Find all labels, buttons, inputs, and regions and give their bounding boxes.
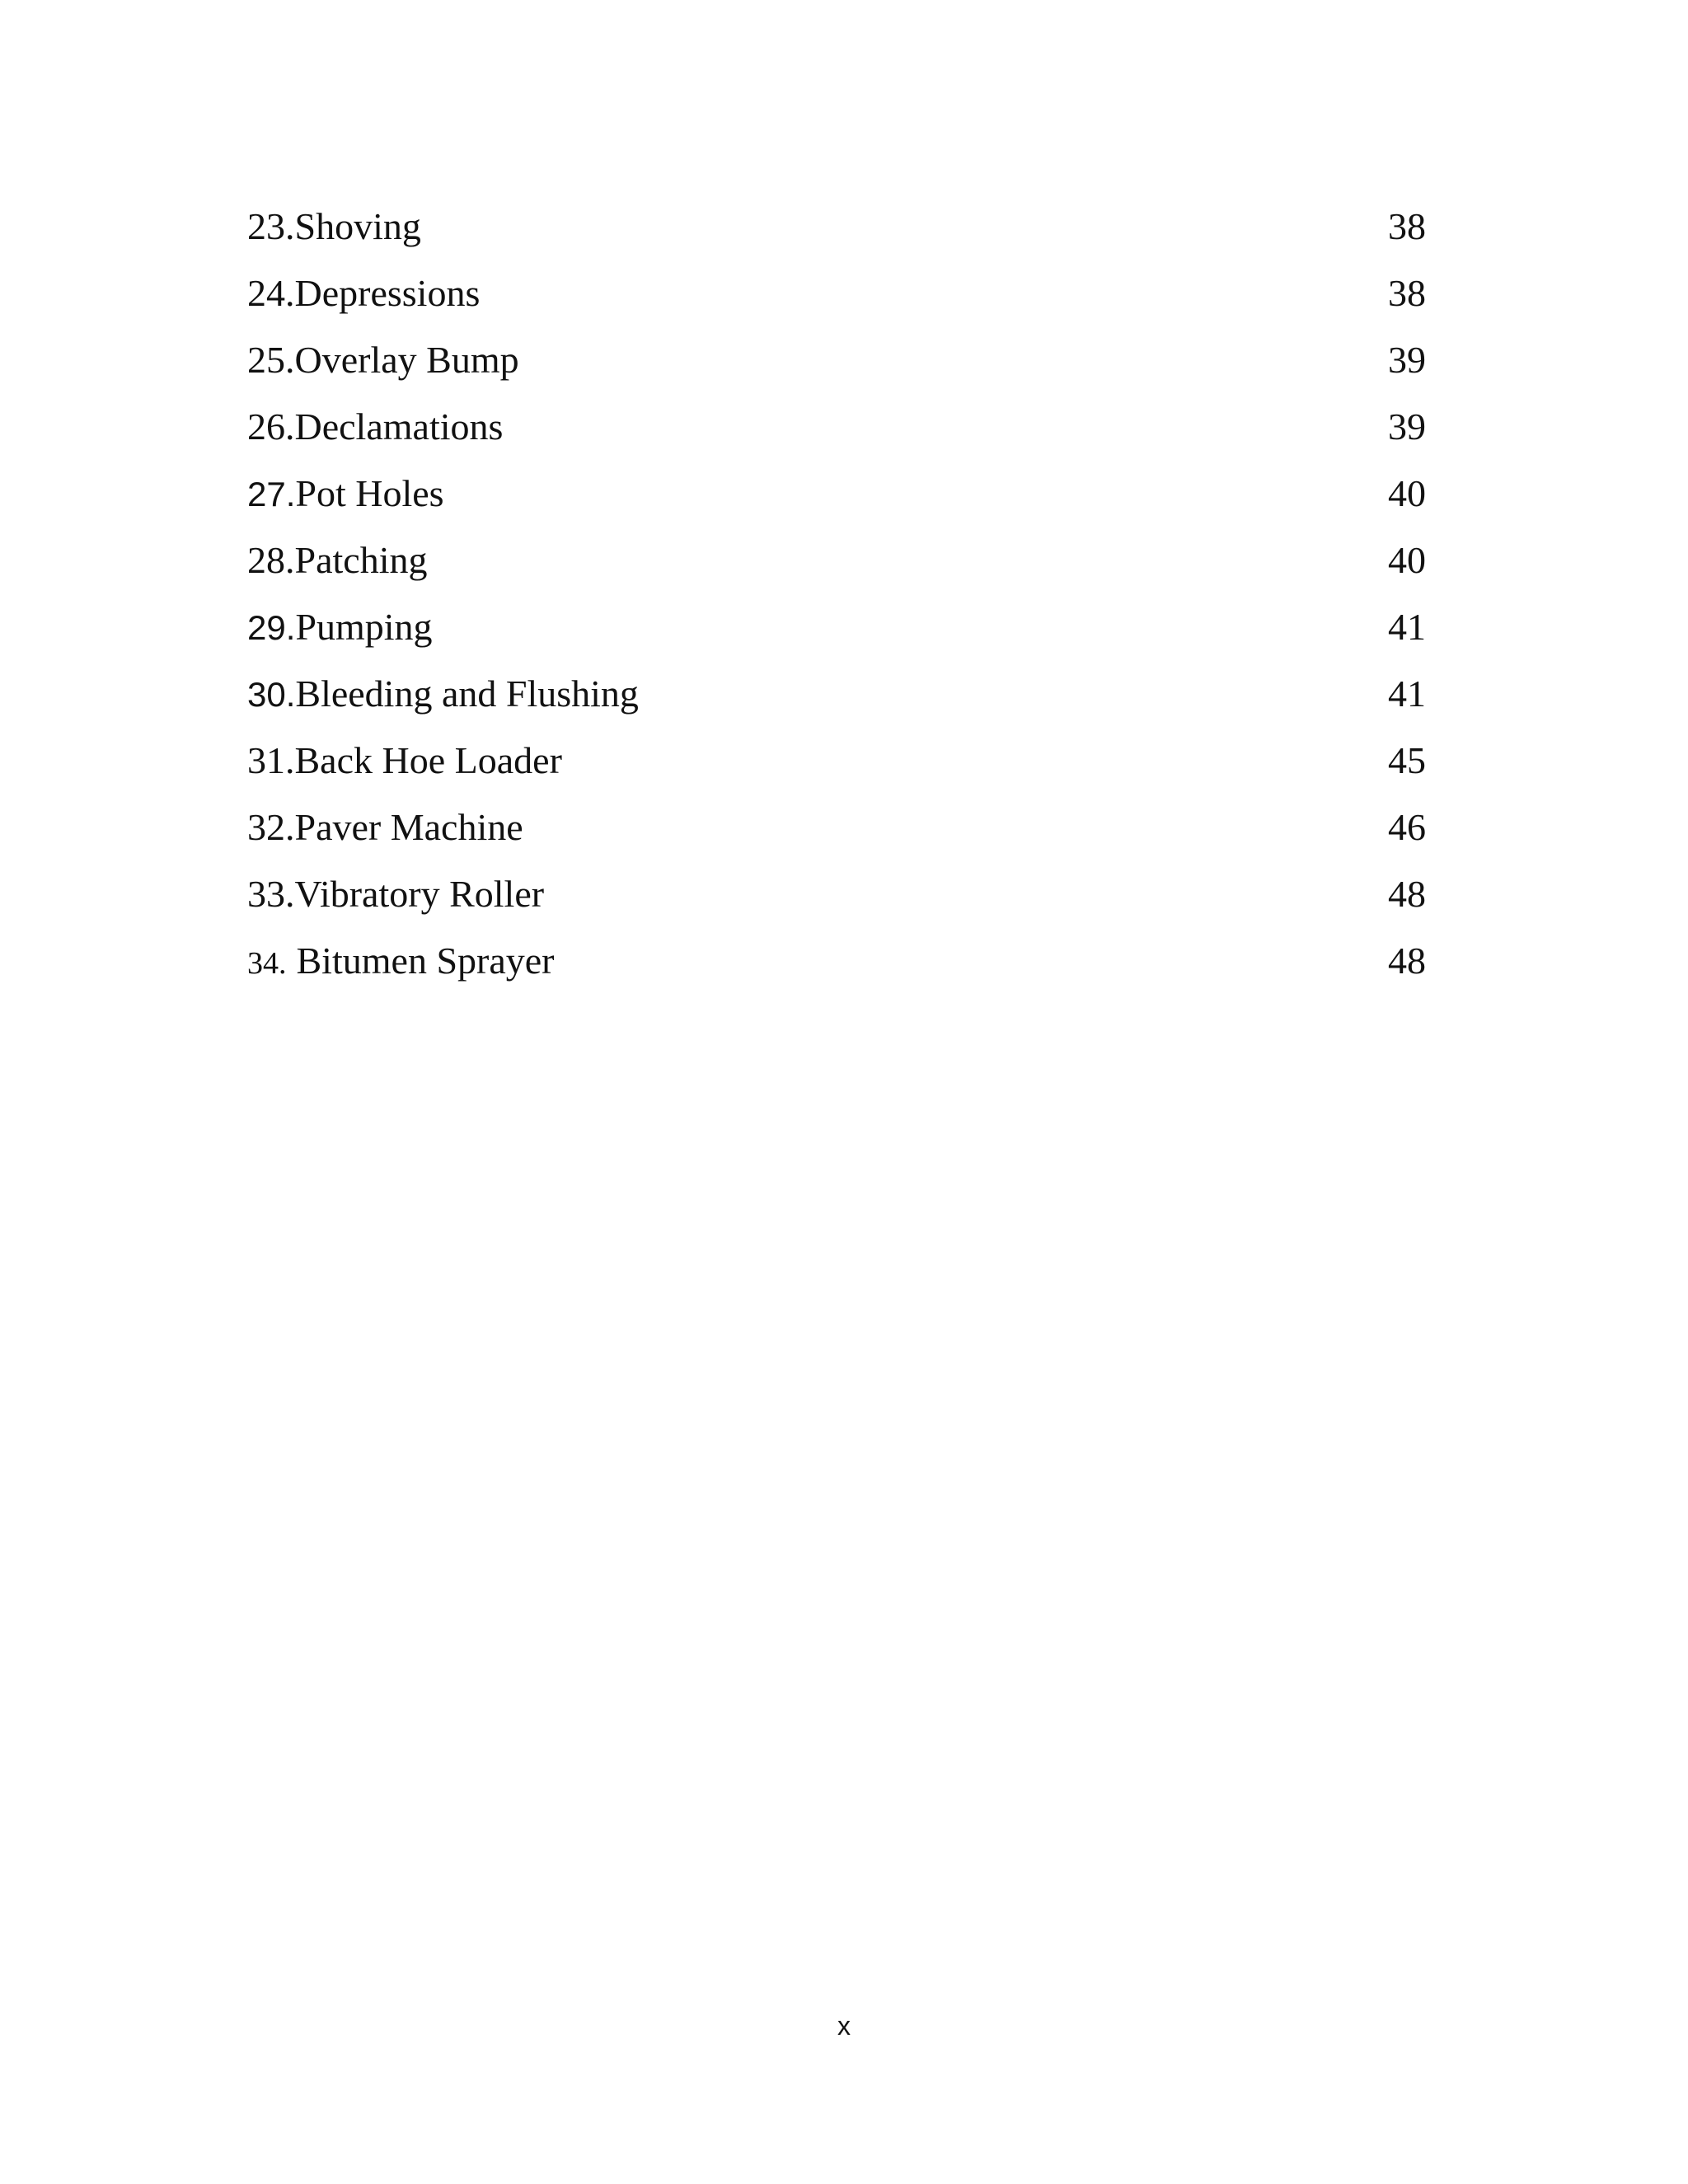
toc-entry-title: Bleeding and Flushing <box>295 672 639 715</box>
toc-entry-title: Vibratory Roller <box>294 872 545 915</box>
toc-entry-number: 27. <box>247 474 296 513</box>
toc-entry-page-number: 46 <box>1388 805 1426 848</box>
toc-entry-title: Bitumen Sprayer <box>296 939 555 982</box>
toc-entry-number: 23. <box>247 204 295 247</box>
toc-entry-number: 33. <box>247 872 295 915</box>
toc-entry-number: 25. <box>247 338 295 381</box>
toc-entry-page-number: 40 <box>1388 538 1426 581</box>
toc-entry <box>247 927 1426 994</box>
toc-entry-title: Pot Holes <box>295 471 444 514</box>
toc-entry-page-number: 45 <box>1388 738 1426 781</box>
toc-entry-page-number: 39 <box>1388 405 1426 448</box>
toc-entry-label <box>247 538 428 581</box>
toc-entry-title: Declamations <box>294 405 504 448</box>
toc-entry <box>247 393 1426 460</box>
toc-entry-page-number: 38 <box>1388 204 1426 247</box>
toc-entry <box>247 794 1426 860</box>
toc-entry-number: 31. <box>247 738 295 781</box>
toc-entry <box>247 660 1426 727</box>
page-number-footer: x <box>837 2011 851 2041</box>
toc-entry-title: Depressions <box>294 271 481 314</box>
toc-entry-label <box>247 271 481 314</box>
toc-entry-number: 24. <box>247 271 295 314</box>
toc-entry-title: Shoving <box>294 204 421 247</box>
toc-entry <box>247 593 1426 660</box>
toc-entry-label <box>247 204 421 247</box>
toc-entry-label <box>247 939 555 982</box>
toc-entry-number: 32. <box>247 805 295 848</box>
toc-entry-page-number: 48 <box>1388 939 1426 982</box>
toc-entry-label <box>247 872 545 915</box>
toc-entry-label <box>247 338 519 381</box>
toc-entry-title: Paver Machine <box>294 805 523 848</box>
toc-entry-number: 30. <box>247 674 296 714</box>
toc-entry-label <box>247 405 504 448</box>
toc-entry-label <box>247 471 444 514</box>
toc-entry <box>247 727 1426 794</box>
toc-entry-page-number: 40 <box>1388 471 1426 514</box>
toc-entry-page-number: 41 <box>1388 672 1426 715</box>
toc-entry-number: 29. <box>247 607 296 647</box>
toc-entry-title: Overlay Bump <box>294 338 519 381</box>
toc-entry <box>247 326 1426 393</box>
toc-entry-label <box>247 805 523 848</box>
toc-entry-title: Patching <box>294 538 428 581</box>
toc-entry <box>247 527 1426 593</box>
toc-entry-number: 34. <box>247 945 287 981</box>
toc-entry-number: 28. <box>247 538 295 581</box>
toc-entry-label <box>247 672 639 715</box>
toc-entry <box>247 860 1426 927</box>
toc-entry-label <box>247 605 433 648</box>
table-of-contents-list <box>247 193 1426 994</box>
toc-entry <box>247 460 1426 527</box>
toc-entry-number: 26. <box>247 405 295 448</box>
toc-entry-label <box>247 738 562 781</box>
toc-entry <box>247 260 1426 326</box>
toc-entry <box>247 193 1426 260</box>
toc-entry-title: Back Hoe Loader <box>294 738 562 781</box>
toc-entry-page-number: 39 <box>1388 338 1426 381</box>
toc-entry-page-number: 41 <box>1388 605 1426 648</box>
toc-entry-title: Pumping <box>295 605 433 648</box>
toc-entry-page-number: 48 <box>1388 872 1426 915</box>
toc-entry-page-number: 38 <box>1388 271 1426 314</box>
